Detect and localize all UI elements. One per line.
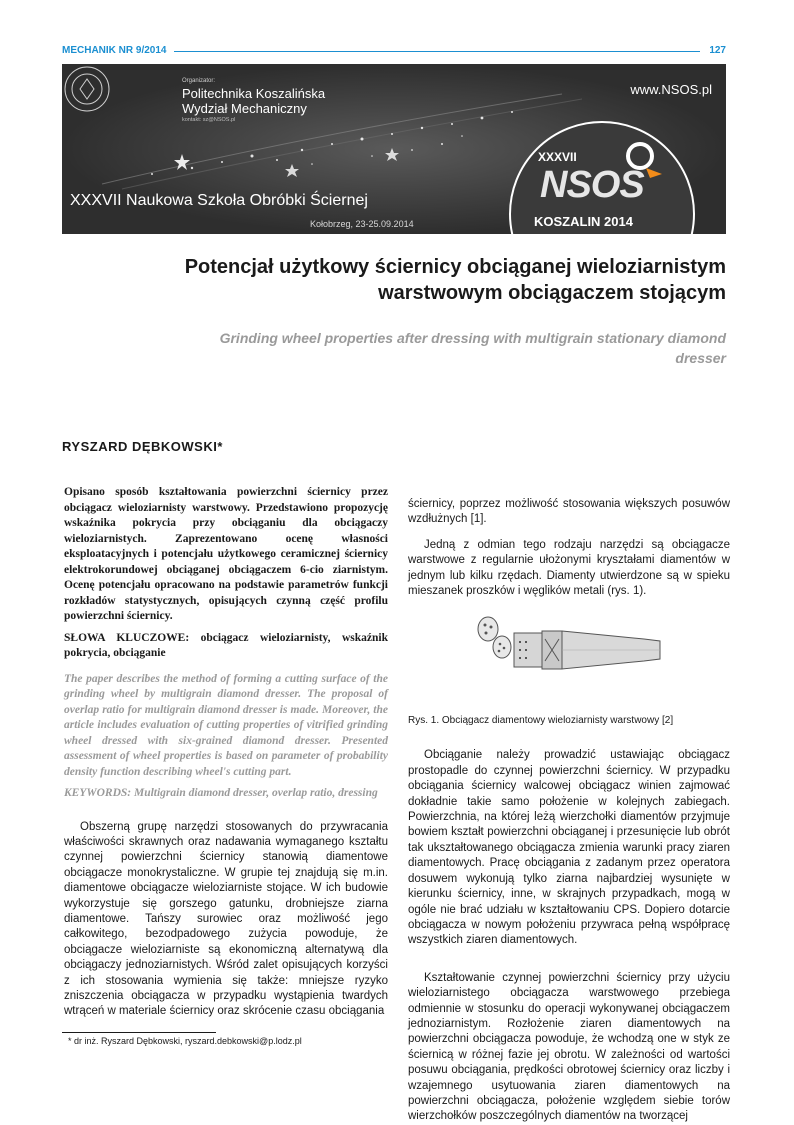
body-paragraph: Kształtowanie czynnej powierzchni ściernicy przy użyciu wieloziarnistego obciągacza warstwowego przebiega odmiennie w stosunku do operacji wykonywanej obciągaczem jednoziarnistym. Rozłożenie ziaren diamentowych na powierzchni obciągacza powoduje, że wchodzą one w styk ze ściernicą w różnej fazie jej obrotu. W zależności od wartości posuwu obciągania, prędkości obrotowej ściernicy oraz liczby i wzajemnego usytuowania ziaren diamentowych na powierzchni obciągacza, położenie względem siebie torów wierzchołków poszczególnych diamentów na tworzącej — [408, 971, 730, 1123]
conference-place-date: Kołobrzeg, 23-25.09.2014 — [310, 219, 414, 229]
organizer-contact: kontakt: sz@NSOS.pl — [182, 117, 236, 123]
body-paragraph: Jedną z odmian tego rodzaju narzędzi są obciągacze warstwowe z regularnie ułożonymi kryształami diamentów w jednym lub kilku rzędach. Diamenty utwierdzone są w spieku mieszanek proszków i węglików metali (rys. 1). — [408, 538, 730, 598]
organizer-label: Organizator: — [182, 78, 216, 84]
article-title-pl — [86, 254, 726, 306]
footnote-rule — [62, 1032, 216, 1033]
page-number: 127 — [709, 45, 726, 56]
keywords-english: KEYWORDS: Multigrain diamond dresser, overlap ratio, dressing — [64, 787, 378, 799]
figure-dresser — [408, 605, 730, 715]
title-en-line-1: Grinding wheel properties after dressing with multigrain stationary diamond — [219, 330, 726, 346]
title-pl-line-1: Potencjał użytkowy ściernicy obciąganej wieloziarnistym — [184, 256, 726, 278]
article-title-en — [86, 328, 726, 368]
body-paragraph: ściernicy, poprzez możliwość stosowania większych posuwów wzdłużnych [1]. — [408, 498, 730, 526]
running-head — [62, 45, 726, 61]
conference-name: XXXVII Naukowa Szkoła Obróbki Ściernej — [70, 192, 368, 209]
author-name: RYSZARD DĘBKOWSKI* — [62, 439, 223, 454]
title-en-line-2: dresser — [675, 350, 726, 366]
conference-website: www.NSOS.pl — [630, 82, 712, 97]
conference-banner — [62, 64, 726, 234]
left-column — [64, 485, 388, 1020]
right-column — [408, 497, 730, 1125]
running-head-rule — [174, 51, 700, 52]
keywords-polish: SŁOWA KLUCZOWE: obciągacz wieloziarnisty, wskaźnik pokrycia, obciąganie — [64, 631, 388, 659]
organizer-name: Politechnika Koszalińska — [182, 86, 326, 101]
conference-brand: NSOS — [540, 164, 644, 206]
abstract-polish: Opisano sposób kształtowania powierzchni ściernicy przez obciągacz wieloziarnisty warstwowy. Przedstawiono propozycję wskaźnika pokrycia przy obciąganiu dla obciągaczy wieloziarnistych. Zaprezentowano ocenę własności eksploatacyjnych i potencjału użytkowego ceramicznej ściernicy elektrokorundowej obciąganej obciągaczem 6-cio ziarnistym. Ocenę potencjału opracowano na podstawie parametrów funkcji rozkładów statystycznych, opisujących czynną część profilu powierzchni ściernicy. — [64, 486, 388, 622]
body-paragraph: Obciąganie należy prowadzić ustawiając obciągacz prostopadle do czynnej powierzchni ściernicy. W przypadku obciągania ściernicy walcowej obciągacz winien zajmować dokładnie takie samo położenie w kolejnych zabiegach. Powierzchnia, na której leżą wierzchołki diamentów przyjmuje bowiem kształt powierzchni obciąganej i przesunięcie lub obrót tak ukształtowanego obciągacza zmienia warunki pracy ziaren diamentowych. Pracę obciągania z zadanym przez operatora dosuwem wykonują tylko ziarna najbardziej wysunięte w kierunku ściernicy, inne, w skrajnych przypadkach, mogą w ogóle nie brać udziału w kształtowaniu CPS. Dopiero dotarcie obciągacza w nowym położeniu przywraca pełną współpracę wszystkich ziaren diamentowych. — [408, 749, 730, 947]
conference-city: KOSZALIN 2014 — [534, 214, 633, 229]
body-paragraph: Obszerną grupę narzędzi stosowanych do przywracania właściwości skrawnych oraz nadawania wymaganego kształtu czynnej powierzchni ściernicy stanowią diamentowe obciągacze monokrystaliczne. W grupie tej znajdują się m.in. diamentowe obciągacze wieloziarniste stojące. W ich budowie wykorzystuje się gorszego gatunku, drobniejsze ziarna diamentowe. Tańszy surowiec oraz możliwość jego całkowitego, bezodpadowego zużycia powoduje, że obciągacze wieloziarniste są ekonomiczną alternatywą dla obciągaczy jednoziarnistych. Wśród zalet opisujących korzyści z ich stosowania wymienia się także: mniejsze ryzyko zniszczenia obciągacza w przypadku wystąpienia twardych wtrąceń w materiale ściernicy oraz skrócenie czasu obciągania — [64, 820, 388, 1018]
journal-name: MECHANIK NR 9/2014 — [62, 45, 167, 56]
organizer-department: Wydział Mechaniczny — [182, 101, 307, 116]
figure-caption: Rys. 1. Obciągacz diamentowy wieloziarnisty warstwowy [2] — [408, 715, 674, 727]
conference-edition: XXXVII — [538, 150, 577, 164]
university-logo-icon — [62, 64, 112, 114]
title-pl-line-2: warstwowym obciągaczem stojącym — [378, 282, 726, 304]
abstract-english: The paper describes the method of forming a cutting surface of the grinding wheel by multigrain diamond dresser. The proposal of overlap ratio for multigrain diamond dresser is made. Moreover, the article includes evaluation of cutting properties of vitrified grinding wheel dressed with six-grained diamond dresser. Presented assessment of wheel properties is based on parameter of probability density function describing wheel's cutting part. — [64, 672, 388, 778]
diamond-dresser-drawing — [408, 605, 730, 715]
author-footnote: * dr inż. Ryszard Dębkowski, ryszard.debkowski@p.lodz.pl — [68, 1036, 302, 1046]
